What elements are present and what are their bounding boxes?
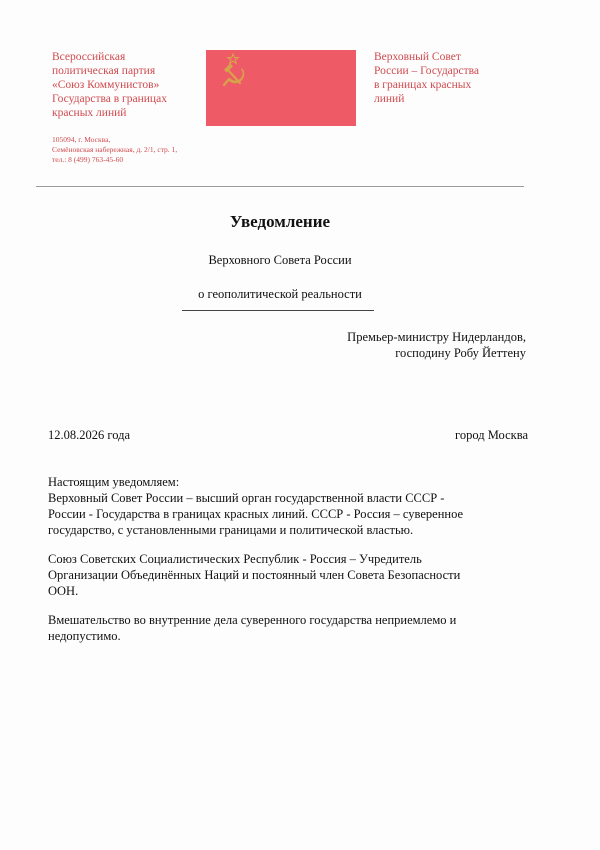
council-name-line: Верховный Совет [374, 51, 461, 63]
party-name-line: политическая партия [52, 65, 156, 77]
body-paragraph [48, 612, 538, 644]
document-date: 12.08.2026 года [48, 428, 130, 442]
party-address-block [52, 135, 212, 165]
party-name-line: Всероссийская [52, 51, 126, 63]
addressee-line: господину Робу Йеттену [395, 346, 526, 360]
body-line: государство, с установленными границами и политической властью. [48, 523, 414, 537]
phone-line: тел.: 8 (499) 763-45-60 [52, 155, 124, 164]
party-name-line: «Союз Коммунистов» [52, 79, 160, 91]
addressee-line: Премьер-министру Нидерландов, [347, 330, 526, 344]
council-name-line: в границах красных [374, 79, 472, 91]
body-line: России - Государства в границах красных линий. СССР - Россия – суверенное [48, 507, 464, 521]
document-subject: о геополитической реальности [198, 287, 362, 301]
address-line: 105094, г. Москва, [52, 135, 111, 144]
council-name-line: линий [374, 93, 405, 105]
body-line: Организации Объединённых Наций и постоянный член Совета Безопасности [48, 568, 461, 582]
body-line: Верховный Совет России – высший орган государственной власти СССР - [48, 491, 445, 505]
supreme-council-block [374, 50, 524, 106]
party-name-line: Государства в границах [52, 93, 167, 105]
address-line: Семёновская набережная, д. 2/1, стр. 1, [52, 145, 178, 154]
subject-underline [182, 310, 374, 311]
hammer-sickle-star-icon [220, 53, 250, 89]
document-title: Уведомление [229, 212, 331, 231]
body-line: Союз Советских Социалистических Республик - Россия – Учредитель [48, 552, 422, 566]
header-divider [36, 186, 524, 187]
body-line: Вмешательство во внутренние дела суверенного государства неприемлемо и [48, 613, 457, 627]
body-line: недопустимо. [48, 629, 121, 643]
document-body [48, 474, 538, 657]
body-paragraph [48, 474, 538, 538]
document-subtitle: Верховного Совета России [208, 253, 352, 267]
body-line: ООН. [48, 584, 79, 598]
body-paragraph [48, 551, 538, 599]
soviet-flag [206, 50, 356, 126]
document-city: город Москва [455, 428, 528, 442]
party-name-block [52, 50, 192, 120]
council-name-line: России – Государства [374, 65, 480, 77]
body-line: Настоящим уведомляем: [48, 475, 180, 489]
party-name-line: красных линий [52, 107, 127, 119]
addressee-block [347, 329, 526, 361]
